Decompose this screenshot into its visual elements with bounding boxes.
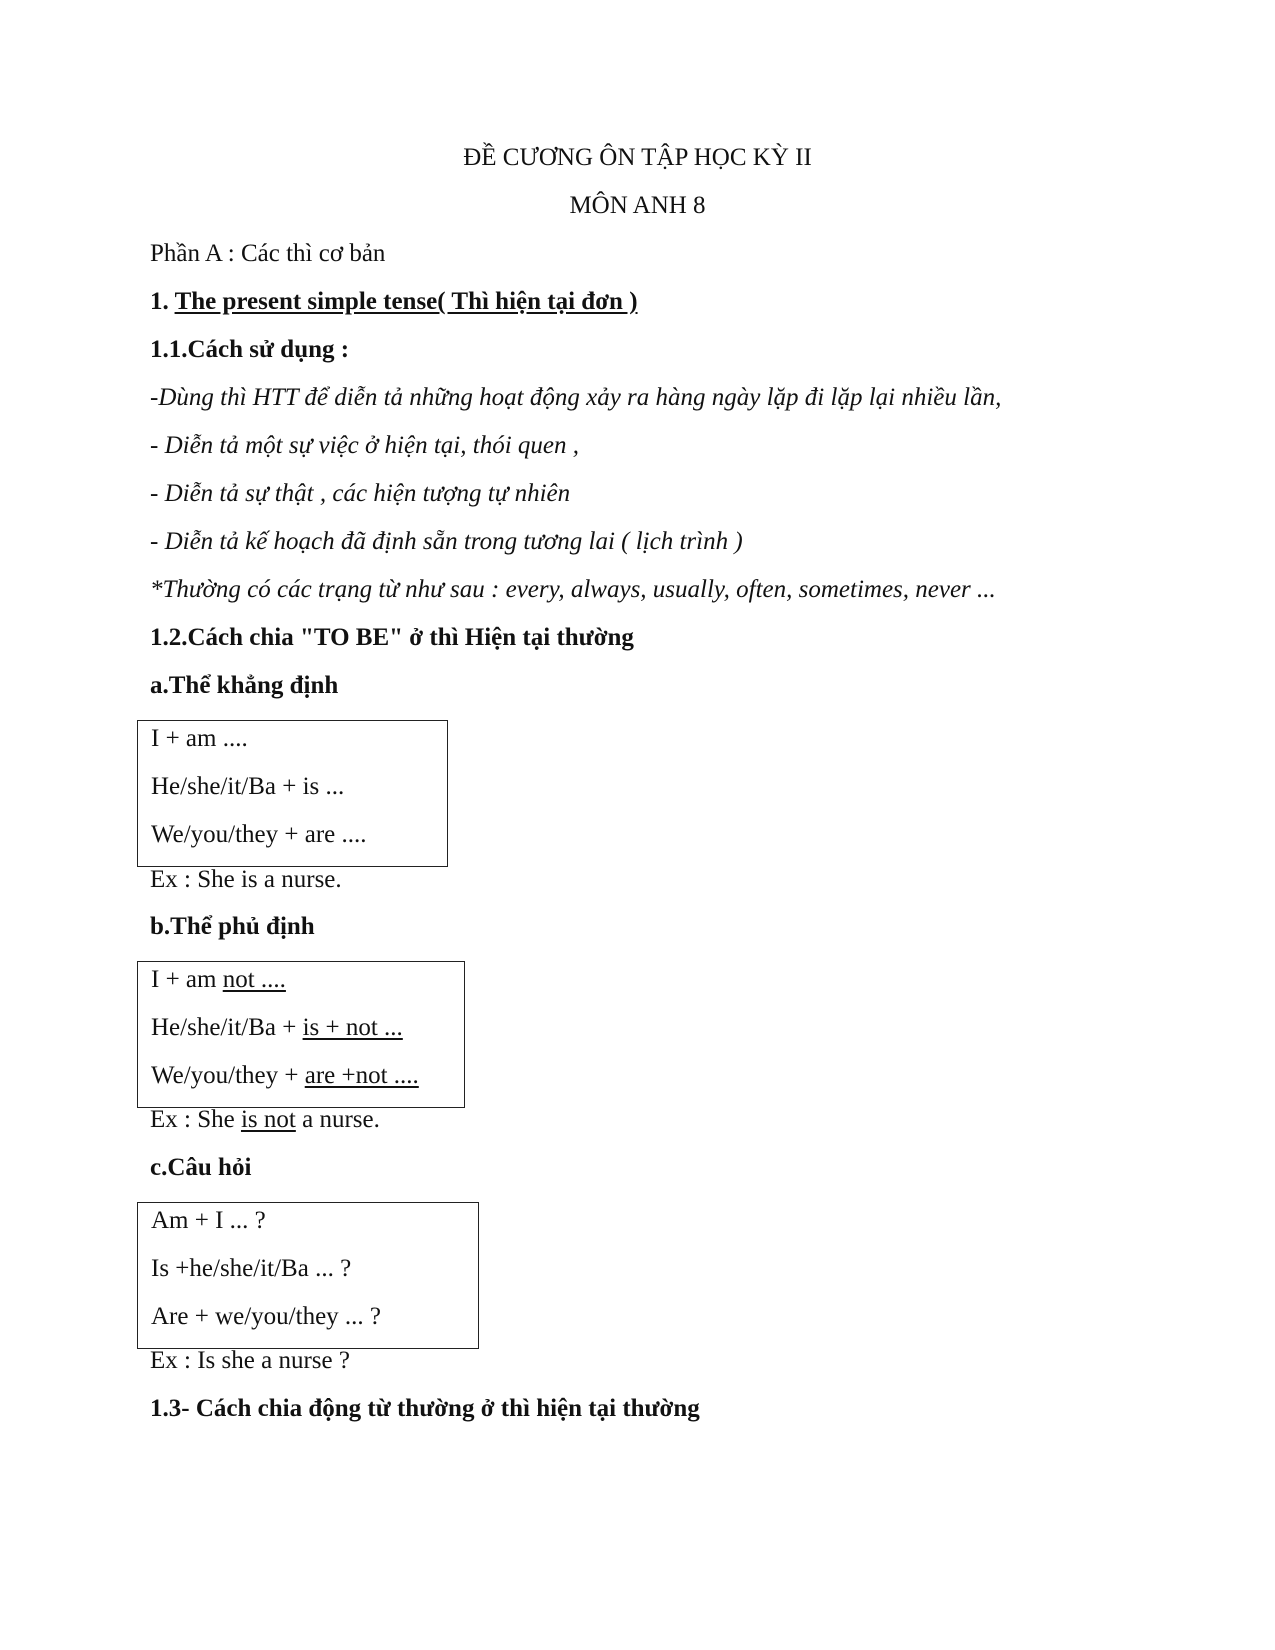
section-1-title: The present simple tense( Thì hiện tại đơn ): [174, 288, 638, 315]
section-1-heading: [150, 287, 638, 317]
formula-text: We/you/they +: [151, 1062, 305, 1089]
example-negation: is not: [240, 1106, 296, 1133]
verbs-heading: 1.3- Cách chia động từ thường ở thì hiện tại thường: [150, 1395, 700, 1422]
example-text: Ex : She: [150, 1106, 241, 1133]
formula-negation: are +not ....: [304, 1062, 419, 1089]
usage-adverbs-line: *Thường có các trạng từ như sau : every, always, usually, often, sometimes, never ...: [150, 576, 996, 603]
affirmative-heading: a.Thể khẳng định: [150, 672, 339, 699]
formula-negation: not ....: [222, 966, 286, 993]
formula-row: [151, 1061, 419, 1091]
formula-row: [151, 965, 286, 995]
question-heading: c.Câu hỏi: [150, 1154, 252, 1181]
document-subtitle: MÔN ANH 8: [569, 192, 706, 219]
tobe-heading: 1.2.Cách chia "TO BE" ở thì Hiện tại thường: [150, 624, 634, 651]
formula-negation: is + not ...: [302, 1014, 403, 1041]
negative-heading: b.Thể phủ định: [150, 913, 315, 940]
usage-heading: 1.1.Cách sử dụng :: [150, 336, 350, 363]
formula-row: I + am ....: [151, 725, 248, 752]
question-example: Ex : Is she a nurse ?: [150, 1347, 350, 1374]
formula-row: He/she/it/Ba + is ...: [151, 773, 345, 800]
example-text: a nurse.: [295, 1106, 380, 1133]
negative-formula-box: [137, 961, 465, 1108]
usage-line: - Diễn tả một sự việc ở hiện tại, thói quen ,: [150, 432, 579, 459]
formula-row: Is +he/she/it/Ba ... ?: [151, 1255, 352, 1282]
negative-example: [150, 1105, 380, 1135]
usage-line: -Dùng thì HTT để diễn tả những hoạt động xảy ra hàng ngày lặp đi lặp lại nhiều lần,: [150, 384, 1002, 411]
formula-row: Am + I ... ?: [151, 1207, 266, 1234]
formula-row: We/you/they + are ....: [151, 821, 367, 848]
affirmative-example: Ex : She is a nurse.: [150, 866, 342, 893]
formula-text: He/she/it/Ba +: [151, 1014, 303, 1041]
usage-line: - Diễn tả sự thật , các hiện tượng tự nhiên: [150, 480, 571, 507]
affirmative-formula-box: [137, 720, 448, 867]
question-formula-box: [137, 1202, 479, 1349]
formula-text: I + am: [151, 966, 223, 993]
section-1-number: 1.: [150, 288, 175, 315]
document-title: ĐỀ CƯƠNG ÔN TẬP HỌC KỲ II: [463, 144, 812, 171]
part-a-heading: Phần A : Các thì cơ bản: [150, 240, 386, 267]
formula-row: [151, 1013, 403, 1043]
usage-line: - Diễn tả kế hoạch đã định sẵn trong tương lai ( lịch trình ): [150, 528, 743, 555]
formula-row: Are + we/you/they ... ?: [151, 1303, 382, 1330]
